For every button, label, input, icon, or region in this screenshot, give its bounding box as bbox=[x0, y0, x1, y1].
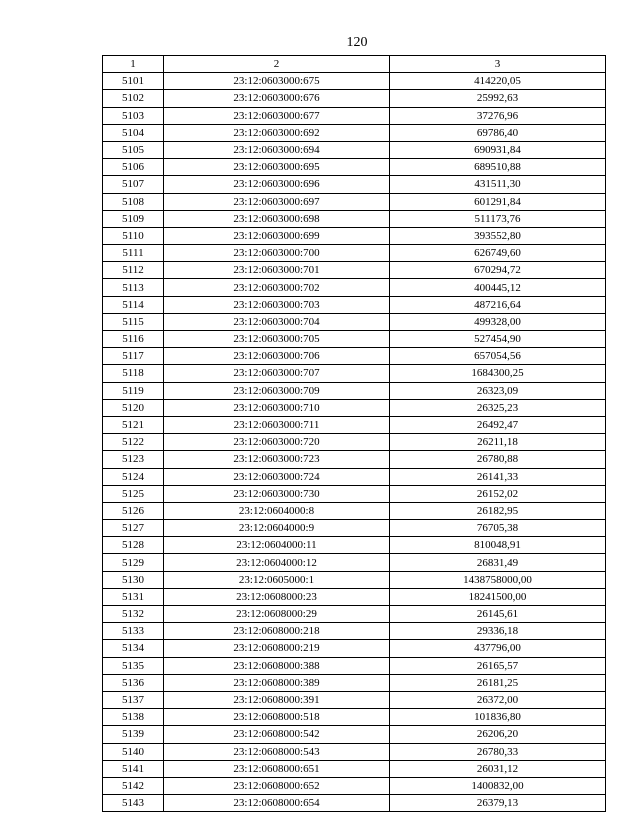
value-cell: 26165,57 bbox=[390, 657, 606, 674]
row-number-cell: 5142 bbox=[103, 777, 164, 794]
value-cell: 437796,00 bbox=[390, 640, 606, 657]
row-number-cell: 5106 bbox=[103, 159, 164, 176]
cadastral-number-cell: 23:12:0603000:701 bbox=[164, 262, 390, 279]
cadastral-number-cell: 23:12:0608000:654 bbox=[164, 795, 390, 812]
value-cell: 26181,25 bbox=[390, 674, 606, 691]
value-cell: 810048,91 bbox=[390, 537, 606, 554]
row-number-cell: 5103 bbox=[103, 107, 164, 124]
row-number-cell: 5134 bbox=[103, 640, 164, 657]
table-row bbox=[103, 313, 606, 330]
value-cell: 26831,49 bbox=[390, 554, 606, 571]
table-row bbox=[103, 537, 606, 554]
value-cell: 26372,00 bbox=[390, 691, 606, 708]
cadastral-number-cell: 23:12:0603000:704 bbox=[164, 313, 390, 330]
value-cell: 1684300,25 bbox=[390, 365, 606, 382]
table-row bbox=[103, 606, 606, 623]
page-number: 120 bbox=[346, 35, 368, 50]
row-number-cell: 5131 bbox=[103, 588, 164, 605]
row-number-cell: 5129 bbox=[103, 554, 164, 571]
table-row bbox=[103, 795, 606, 812]
table-row bbox=[103, 451, 606, 468]
cadastral-number-cell: 23:12:0603000:710 bbox=[164, 399, 390, 416]
table-row bbox=[103, 245, 606, 262]
value-cell: 26031,12 bbox=[390, 760, 606, 777]
table-row bbox=[103, 640, 606, 657]
cadastral-number-cell: 23:12:0608000:518 bbox=[164, 709, 390, 726]
value-cell: 26492,47 bbox=[390, 416, 606, 433]
cadastral-number-cell: 23:12:0603000:707 bbox=[164, 365, 390, 382]
table-row bbox=[103, 331, 606, 348]
cadastral-number-cell: 23:12:0604000:12 bbox=[164, 554, 390, 571]
table-row bbox=[103, 262, 606, 279]
cadastral-number-cell: 23:12:0608000:29 bbox=[164, 606, 390, 623]
cadastral-number-cell: 23:12:0603000:698 bbox=[164, 210, 390, 227]
value-cell: 101836,80 bbox=[390, 709, 606, 726]
cadastral-value-table bbox=[102, 55, 606, 812]
table-row bbox=[103, 210, 606, 227]
table-row bbox=[103, 434, 606, 451]
cadastral-number-cell: 23:12:0603000:709 bbox=[164, 382, 390, 399]
table-row bbox=[103, 382, 606, 399]
table-row bbox=[103, 227, 606, 244]
table-row bbox=[103, 571, 606, 588]
column-header-2: 2 bbox=[164, 56, 390, 73]
table-row bbox=[103, 760, 606, 777]
cadastral-number-cell: 23:12:0603000:706 bbox=[164, 348, 390, 365]
value-cell: 26141,33 bbox=[390, 468, 606, 485]
row-number-cell: 5139 bbox=[103, 726, 164, 743]
value-cell: 626749,60 bbox=[390, 245, 606, 262]
table-row bbox=[103, 399, 606, 416]
cadastral-number-cell: 23:12:0603000:675 bbox=[164, 73, 390, 90]
row-number-cell: 5123 bbox=[103, 451, 164, 468]
row-number-cell: 5114 bbox=[103, 296, 164, 313]
table-row bbox=[103, 743, 606, 760]
cadastral-number-cell: 23:12:0603000:696 bbox=[164, 176, 390, 193]
table-row bbox=[103, 141, 606, 158]
value-cell: 511173,76 bbox=[390, 210, 606, 227]
table-row bbox=[103, 365, 606, 382]
row-number-cell: 5112 bbox=[103, 262, 164, 279]
table-row bbox=[103, 674, 606, 691]
value-cell: 690931,84 bbox=[390, 141, 606, 158]
column-header-1: 1 bbox=[103, 56, 164, 73]
row-number-cell: 5128 bbox=[103, 537, 164, 554]
value-cell: 1438758000,00 bbox=[390, 571, 606, 588]
value-cell: 26780,33 bbox=[390, 743, 606, 760]
value-cell: 414220,05 bbox=[390, 73, 606, 90]
column-header-3: 3 bbox=[390, 56, 606, 73]
value-cell: 400445,12 bbox=[390, 279, 606, 296]
row-number-cell: 5141 bbox=[103, 760, 164, 777]
row-number-cell: 5108 bbox=[103, 193, 164, 210]
table-body bbox=[103, 73, 606, 812]
cadastral-number-cell: 23:12:0603000:723 bbox=[164, 451, 390, 468]
cadastral-number-cell: 23:12:0603000:677 bbox=[164, 107, 390, 124]
row-number-cell: 5119 bbox=[103, 382, 164, 399]
table-row bbox=[103, 159, 606, 176]
table-row bbox=[103, 176, 606, 193]
value-cell: 69786,40 bbox=[390, 124, 606, 141]
cadastral-number-cell: 23:12:0603000:700 bbox=[164, 245, 390, 262]
table-row bbox=[103, 124, 606, 141]
row-number-cell: 5111 bbox=[103, 245, 164, 262]
value-cell: 26325,23 bbox=[390, 399, 606, 416]
table-row bbox=[103, 73, 606, 90]
value-cell: 29336,18 bbox=[390, 623, 606, 640]
table-row bbox=[103, 502, 606, 519]
cadastral-number-cell: 23:12:0608000:389 bbox=[164, 674, 390, 691]
row-number-cell: 5140 bbox=[103, 743, 164, 760]
value-cell: 26206,20 bbox=[390, 726, 606, 743]
value-cell: 393552,80 bbox=[390, 227, 606, 244]
table-row bbox=[103, 193, 606, 210]
value-cell: 601291,84 bbox=[390, 193, 606, 210]
row-number-cell: 5130 bbox=[103, 571, 164, 588]
table-row bbox=[103, 588, 606, 605]
row-number-cell: 5124 bbox=[103, 468, 164, 485]
cadastral-number-cell: 23:12:0603000:711 bbox=[164, 416, 390, 433]
cadastral-number-cell: 23:12:0608000:391 bbox=[164, 691, 390, 708]
table-row bbox=[103, 657, 606, 674]
value-cell: 431511,30 bbox=[390, 176, 606, 193]
cadastral-number-cell: 23:12:0603000:695 bbox=[164, 159, 390, 176]
value-cell: 26152,02 bbox=[390, 485, 606, 502]
row-number-cell: 5102 bbox=[103, 90, 164, 107]
row-number-cell: 5132 bbox=[103, 606, 164, 623]
table-row bbox=[103, 709, 606, 726]
value-cell: 1400832,00 bbox=[390, 777, 606, 794]
value-cell: 25992,63 bbox=[390, 90, 606, 107]
row-number-cell: 5113 bbox=[103, 279, 164, 296]
table-row bbox=[103, 296, 606, 313]
value-cell: 26145,61 bbox=[390, 606, 606, 623]
value-cell: 487216,64 bbox=[390, 296, 606, 313]
row-number-cell: 5135 bbox=[103, 657, 164, 674]
row-number-cell: 5116 bbox=[103, 331, 164, 348]
cadastral-number-cell: 23:12:0603000:676 bbox=[164, 90, 390, 107]
cadastral-number-cell: 23:12:0605000:1 bbox=[164, 571, 390, 588]
row-number-cell: 5137 bbox=[103, 691, 164, 708]
cadastral-number-cell: 23:12:0603000:697 bbox=[164, 193, 390, 210]
cadastral-number-cell: 23:12:0608000:542 bbox=[164, 726, 390, 743]
row-number-cell: 5133 bbox=[103, 623, 164, 640]
table-row bbox=[103, 348, 606, 365]
row-number-cell: 5118 bbox=[103, 365, 164, 382]
cadastral-number-cell: 23:12:0604000:8 bbox=[164, 502, 390, 519]
cadastral-number-cell: 23:12:0604000:11 bbox=[164, 537, 390, 554]
table-row bbox=[103, 279, 606, 296]
cadastral-number-cell: 23:12:0603000:730 bbox=[164, 485, 390, 502]
row-number-cell: 5136 bbox=[103, 674, 164, 691]
table-header-row bbox=[103, 56, 606, 73]
table-row bbox=[103, 726, 606, 743]
cadastral-number-cell: 23:12:0608000:388 bbox=[164, 657, 390, 674]
table-row bbox=[103, 691, 606, 708]
row-number-cell: 5138 bbox=[103, 709, 164, 726]
cadastral-number-cell: 23:12:0608000:543 bbox=[164, 743, 390, 760]
value-cell: 26211,18 bbox=[390, 434, 606, 451]
cadastral-number-cell: 23:12:0608000:652 bbox=[164, 777, 390, 794]
cadastral-number-cell: 23:12:0608000:219 bbox=[164, 640, 390, 657]
value-cell: 657054,56 bbox=[390, 348, 606, 365]
cadastral-number-cell: 23:12:0603000:703 bbox=[164, 296, 390, 313]
table-row bbox=[103, 90, 606, 107]
row-number-cell: 5126 bbox=[103, 502, 164, 519]
table-row bbox=[103, 468, 606, 485]
row-number-cell: 5125 bbox=[103, 485, 164, 502]
row-number-cell: 5127 bbox=[103, 520, 164, 537]
cadastral-number-cell: 23:12:0603000:692 bbox=[164, 124, 390, 141]
cadastral-number-cell: 23:12:0608000:218 bbox=[164, 623, 390, 640]
row-number-cell: 5101 bbox=[103, 73, 164, 90]
value-cell: 76705,38 bbox=[390, 520, 606, 537]
row-number-cell: 5143 bbox=[103, 795, 164, 812]
row-number-cell: 5115 bbox=[103, 313, 164, 330]
value-cell: 26323,09 bbox=[390, 382, 606, 399]
cadastral-number-cell: 23:12:0603000:694 bbox=[164, 141, 390, 158]
table-row bbox=[103, 520, 606, 537]
cadastral-number-cell: 23:12:0603000:705 bbox=[164, 331, 390, 348]
cadastral-number-cell: 23:12:0608000:23 bbox=[164, 588, 390, 605]
cadastral-number-cell: 23:12:0608000:651 bbox=[164, 760, 390, 777]
row-number-cell: 5104 bbox=[103, 124, 164, 141]
table-row bbox=[103, 485, 606, 502]
value-cell: 37276,96 bbox=[390, 107, 606, 124]
value-cell: 26379,13 bbox=[390, 795, 606, 812]
cadastral-number-cell: 23:12:0603000:724 bbox=[164, 468, 390, 485]
row-number-cell: 5117 bbox=[103, 348, 164, 365]
table-row bbox=[103, 777, 606, 794]
row-number-cell: 5109 bbox=[103, 210, 164, 227]
row-number-cell: 5122 bbox=[103, 434, 164, 451]
row-number-cell: 5107 bbox=[103, 176, 164, 193]
cadastral-number-cell: 23:12:0603000:699 bbox=[164, 227, 390, 244]
value-cell: 527454,90 bbox=[390, 331, 606, 348]
table-row bbox=[103, 554, 606, 571]
cadastral-number-cell: 23:12:0603000:702 bbox=[164, 279, 390, 296]
row-number-cell: 5120 bbox=[103, 399, 164, 416]
row-number-cell: 5105 bbox=[103, 141, 164, 158]
table-row bbox=[103, 623, 606, 640]
value-cell: 26182,95 bbox=[390, 502, 606, 519]
row-number-cell: 5110 bbox=[103, 227, 164, 244]
cadastral-number-cell: 23:12:0604000:9 bbox=[164, 520, 390, 537]
value-cell: 18241500,00 bbox=[390, 588, 606, 605]
row-number-cell: 5121 bbox=[103, 416, 164, 433]
table-row bbox=[103, 416, 606, 433]
value-cell: 26780,88 bbox=[390, 451, 606, 468]
value-cell: 499328,00 bbox=[390, 313, 606, 330]
value-cell: 670294,72 bbox=[390, 262, 606, 279]
cadastral-number-cell: 23:12:0603000:720 bbox=[164, 434, 390, 451]
value-cell: 689510,88 bbox=[390, 159, 606, 176]
table-row bbox=[103, 107, 606, 124]
